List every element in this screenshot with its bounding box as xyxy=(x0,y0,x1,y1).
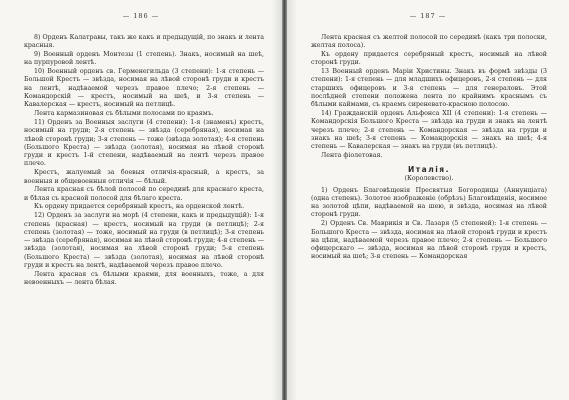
paragraph: 8) Орденъ Калатравы, такъ же какъ и предыдущій, по знакъ и лента красныя. xyxy=(24,34,264,50)
paragraph: Къ ордену придается серебряный крестъ, на орденской лентѣ. xyxy=(34,203,245,211)
paragraph: 14) Гражданскій орденъ Альфонса XII (4 степени): 1-я степень — Командорскія Большого Креста — звѣзда на груди и знакъ на лентѣ черезъ плечо; 2-я степень — Командорская — звѣзда на груди и знакъ на шеѣ; 3-я степень — Командорскія — знакъ на шеѣ; 4-я степень — Кавалерская — знакъ на груди (въ петлицѣ). xyxy=(311,110,547,151)
paragraph: 9) Военный орденъ Монтезы (1 степень). Знакъ, носимый на шеѣ, на пурпуровой лентѣ. xyxy=(24,51,264,67)
paragraph: Крестъ, жалуемый за боевыя отличія-красный, а крестъ, за военныя и общевоенныя отличія — бѣлый. xyxy=(24,169,264,185)
right-text-body xyxy=(311,34,547,160)
left-text-body xyxy=(24,34,264,287)
paragraph: Лента красная съ бѣлыми краями, для военныхъ, тоже, а для невоенныхъ — лента бѣлая. xyxy=(24,270,264,287)
paragraph: 10) Военный орденъ св. Герменегильда (3 степени): 1-я степень — Большой Крестъ — звѣзда, носимая на лѣвой сторонѣ груди и крестъ на лентѣ, надѣваемой черезъ правое плечо; 2-я степень — Командорскій — крестъ, носимый на шеѣ, и 3-я степень — Кавалерская — крестъ, носимый на петлицѣ. xyxy=(24,68,264,109)
left-page-shadow xyxy=(272,0,282,400)
right-running-head: — 187 — xyxy=(409,12,447,20)
right-page-shadow xyxy=(287,0,297,400)
paragraph: Лента красная съ бѣлой полосой по серединѣ для краснаго креста, и бѣлая съ красной полосой для бѣлаго креста. xyxy=(24,186,264,202)
paragraph: 13 Военный орденъ Маріи Христины. Знакъ въ формѣ звѣзды (3 степени): 1-я степень — для младшихъ офицеровъ, 2-я степень — для старшихъ офицеровъ и 3-я степень — для генераловъ. Этой послѣдней степени положена лента по крайнимъ краснымъ съ бѣлыми каймами, съ краемъ сиреневато-красною полосою. xyxy=(311,68,547,109)
left-page xyxy=(0,0,282,400)
paragraph: Лента кармазиновая съ бѣлыми полосами по краямъ. xyxy=(34,110,214,118)
paragraph: 12) Орденъ за заслуги на морѣ (4 степени, какъ и предыдущій): 1-я степень (красная) — крестъ, носимый на груди (в петлицѣ); 2-я степень (золотая) — тоже, носимый на груди (в петлицѣ); 3-я степень — звѣзда (серебряная), носимая на лѣвой сторонѣ груди; 4-я степень — звѣзда (золотая), носимая на лѣвой сторонѣ груди; 5-я степень (Большого Креста) — звѣзда (золотая), носимая на лѣвой сторонѣ груди и крестъ на лентѣ, надѣваемой черезъ правое плечо. xyxy=(24,212,264,270)
paragraph: 1) Орденъ Благовѣщенія Пресвятыя Богородицы (Аннунціата) (одна степень). Золотое изображеніе (обрѣзъ) Благовѣщенія, носимое на золотой цѣпи, надѣваемой на шею, и звѣзда, носимая на лѣвой сторонѣ груди. xyxy=(311,186,547,219)
section-subtitle: (Королевство). xyxy=(404,175,454,183)
paragraph: Къ ордену придается серебряный крестъ, носимый на лѣвой сторонѣ груди. xyxy=(311,51,547,67)
right-text-body-after xyxy=(311,187,547,262)
section-title: Италія. xyxy=(408,165,450,175)
paragraph: 2) Орденъ Св. Маврикія и Св. Лазаря (5 степеней): 1-я степень — Большого Креста — звѣзда, носимая на лѣвой сторонѣ груди и крестъ на цѣпи, надѣваемой черезъ правое плечо; 2-я степень — Большого офицерскаго — звѣзда, носимая на лѣвой сторонѣ груди и крестъ, носимый на шеѣ; 3-я степень — Командорская xyxy=(311,220,547,261)
paragraph: Лента фіолетовая. xyxy=(321,152,383,160)
paragraph: Лента красная съ желтой полосой по серединѣ (какъ три полоски, желтая полоса). xyxy=(311,34,547,50)
paragraph: 11) Орденъ за Военныя заслуги (4 степени): 1-я (знаменъ) крестъ, носимый на груди; 2-я степень — звѣзда (серебряная), носимая на лѣвой сторонѣ груди; 3-я степень — тоже (звѣзда золотая); 4-я степень (Большого Креста) — звѣзда (золотая), носимая на лѣвой сторонѣ груди и крестъ 1-й степени, надѣваемый на лентѣ черезъ правое плечо. xyxy=(24,118,264,168)
left-running-head: — 186 — xyxy=(122,12,160,20)
right-page xyxy=(287,0,569,400)
